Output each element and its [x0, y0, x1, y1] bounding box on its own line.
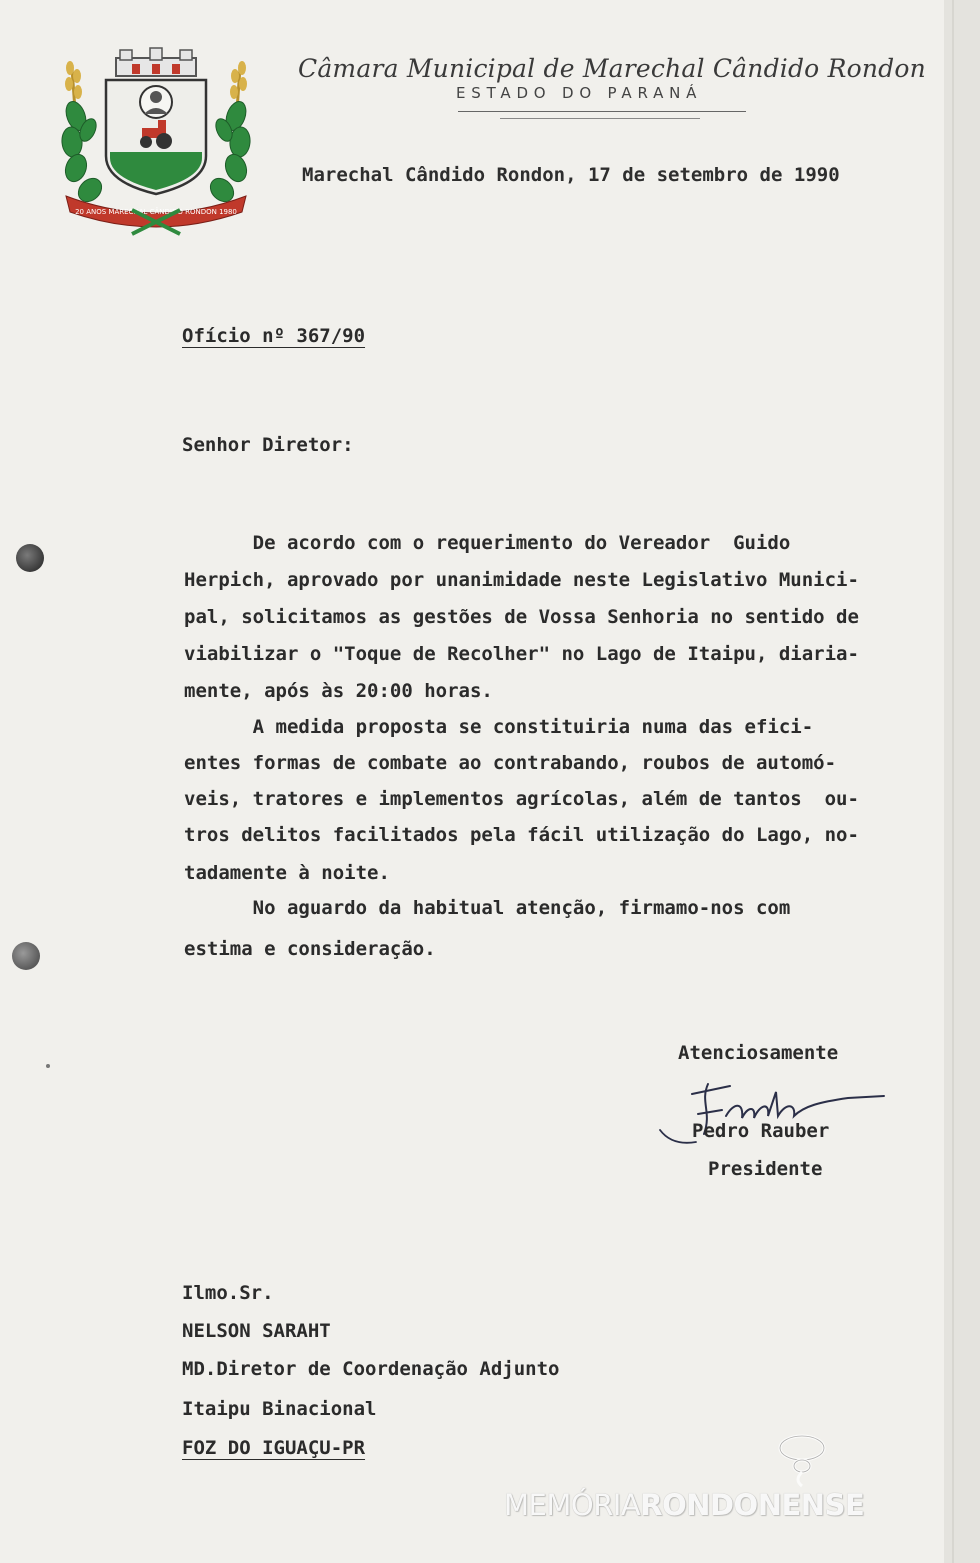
watermark-bold: RONDONENSE — [640, 1488, 865, 1522]
closing-line: Atenciosamente — [678, 1042, 839, 1064]
office-number: Ofício nº 367/90 — [182, 325, 366, 347]
date-line: Marechal Cândido Rondon, 17 de setembro de 1990 — [302, 164, 840, 186]
addressee-organization: Itaipu Binacional — [182, 1398, 377, 1420]
addressee-name: NELSON SARAHT — [182, 1320, 331, 1342]
body-line: mente, após às 20:00 horas. — [184, 680, 493, 702]
punch-hole — [16, 544, 44, 572]
header-divider-short — [500, 118, 700, 119]
state-name: ESTADO DO PARANÁ — [456, 84, 703, 102]
body-line: No aguardo da habitual atenção, firmamo-nos com — [184, 897, 791, 919]
crest-ribbon-text: 20 ANOS MARECHAL CÂNDIDO RONDON 1980 — [75, 208, 237, 216]
watermark-light: MEMÓRIA — [504, 1488, 641, 1522]
body-line: De acordo com o requerimento do Vereador Guido — [184, 532, 791, 554]
watermark-logo-icon — [776, 1432, 828, 1488]
watermark-text — [504, 1488, 864, 1522]
header-divider — [458, 111, 746, 112]
body-line: estima e consideração. — [184, 938, 436, 960]
signer-title: Presidente — [708, 1158, 823, 1180]
paper-speck — [46, 1064, 50, 1068]
addressee-city: FOZ DO IGUAÇU-PR — [182, 1437, 366, 1459]
addressee-position: MD.Diretor de Coordenação Adjunto — [182, 1358, 560, 1380]
municipal-crest-icon — [58, 44, 254, 236]
body-line: viabilizar o "Toque de Recolher" no Lago de Itaipu, diaria- — [184, 643, 859, 665]
body-line: Herpich, aprovado por unanimidade neste Legislativo Munici- — [184, 569, 859, 591]
body-line: entes formas de combate ao contrabando, roubos de automó- — [184, 752, 837, 774]
salutation: Senhor Diretor: — [182, 434, 354, 456]
body-line: tadamente à noite. — [184, 862, 390, 884]
addressee-line: Ilmo.Sr. — [182, 1282, 274, 1304]
punch-hole — [12, 942, 40, 970]
institution-name: Câmara Municipal de Marechal Cândido Rondon — [298, 54, 926, 83]
signer-name: Pedro Rauber — [692, 1120, 830, 1142]
page-edge — [944, 0, 980, 1563]
body-line: tros delitos facilitados pela fácil utilização do Lago, no- — [184, 824, 859, 846]
body-line: pal, solicitamos as gestões de Vossa Senhoria no sentido de — [184, 606, 859, 628]
body-line: veis, tratores e implementos agrícolas, além de tantos ou- — [184, 788, 859, 810]
body-line: A medida proposta se constituiria numa das efici- — [184, 716, 814, 738]
